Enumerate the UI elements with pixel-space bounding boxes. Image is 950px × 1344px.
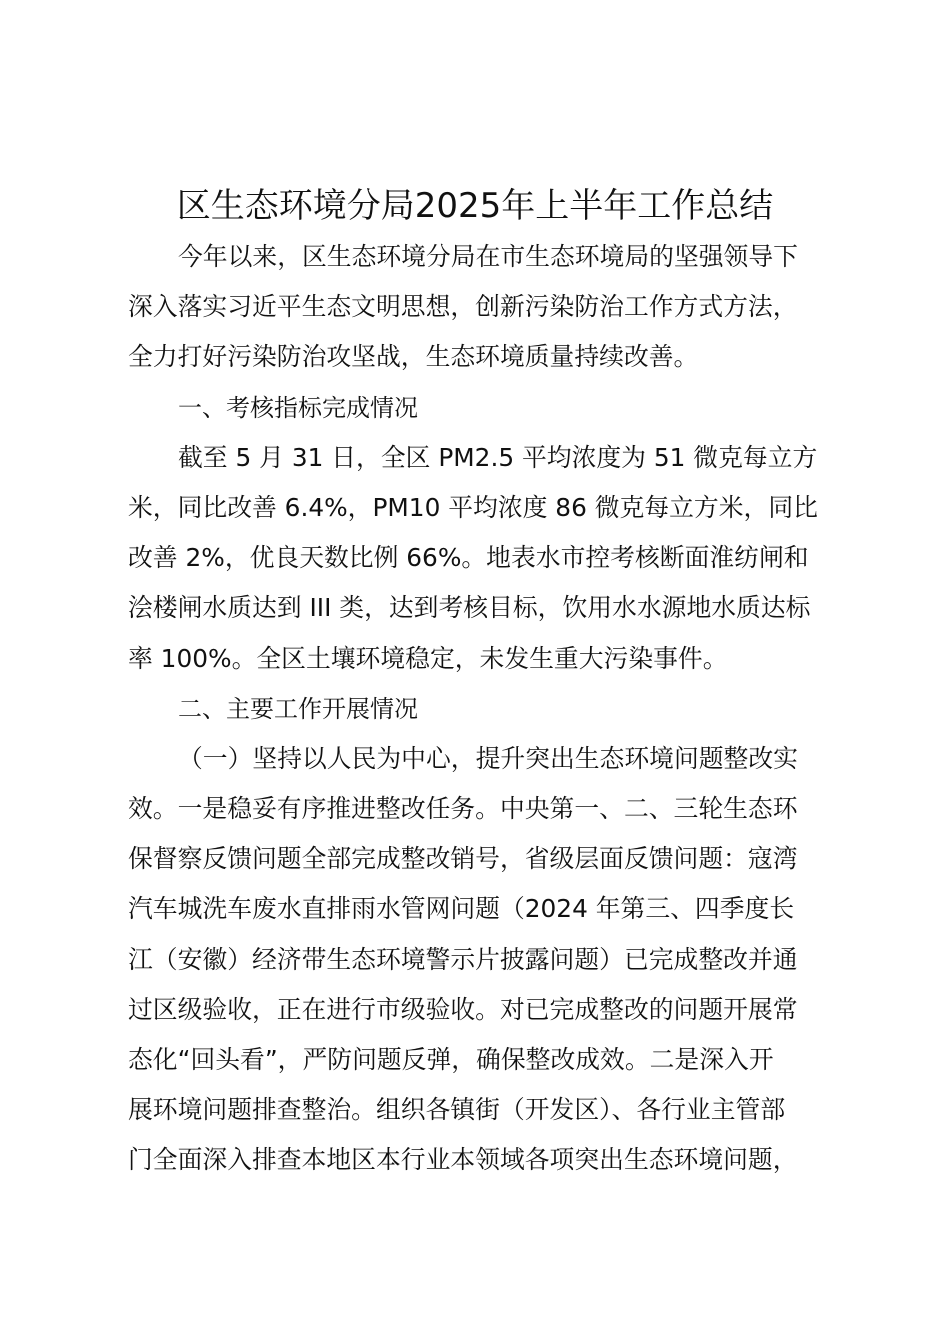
- paragraph-line: 浍楼闸水质达到 III 类，达到考核目标，饮用水水源地水质达标: [128, 593, 811, 623]
- paragraph-line: 改善 2%，优良天数比例 66%。地表水市控考核断面淮纺闸和: [128, 543, 809, 573]
- paragraph-line: 保督察反馈问题全部完成整改销号，省级层面反馈问题：寇湾: [128, 844, 798, 874]
- document-title: 区生态环境分局2025年上半年工作总结: [176, 186, 774, 226]
- paragraph-line: 全力打好污染防治攻坚战，生态环境质量持续改善。: [128, 342, 699, 372]
- paragraph-line: 过区级验收，正在进行市级验收。对已完成整改的问题开展常: [128, 994, 798, 1024]
- paragraph-line: 米，同比改善 6.4%，PM10 平均浓度 86 微克每立方米，同比: [128, 492, 818, 522]
- section-heading: 二、主要工作开展情况: [178, 694, 418, 723]
- section-heading: 一、考核指标完成情况: [178, 393, 418, 422]
- paragraph-line: 今年以来，区生态环境分局在市生态环境局的坚强领导下: [178, 242, 798, 271]
- paragraph-line: 汽车城洗车废水直排雨水管网问题（2024 年第三、四季度长: [128, 894, 795, 924]
- paragraph-line: 展环境问题排查整治。组织各镇街（开发区）、各行业主管部: [128, 1095, 786, 1125]
- paragraph-line: （一）坚持以人民为中心，提升突出生态环境问题整改实: [178, 743, 798, 773]
- paragraph-line: 率 100%。全区土壤环境稳定，未发生重大污染事件。: [128, 643, 728, 673]
- paragraph-line: 截至 5 月 31 日，全区 PM2.5 平均浓度为 51 微克每立方: [178, 442, 818, 472]
- document-body: [128, 232, 838, 1186]
- paragraph-line: 态化“回头看”，严防问题反弹，确保整改成效。二是深入开: [128, 1045, 774, 1074]
- paragraph-line: 江（安徽）经济带生态环境警示片披露问题）已完成整改并通: [128, 944, 798, 974]
- paragraph-line: 效。一是稳妥有序推进整改任务。中央第一、二、三轮生态环: [128, 794, 798, 824]
- paragraph-line: 门全面深入排查本地区本行业本领域各项突出生态环境问题，: [128, 1145, 798, 1175]
- paragraph-line: 深入落实习近平生态文明思想，创新污染防治工作方式方法，: [128, 292, 798, 322]
